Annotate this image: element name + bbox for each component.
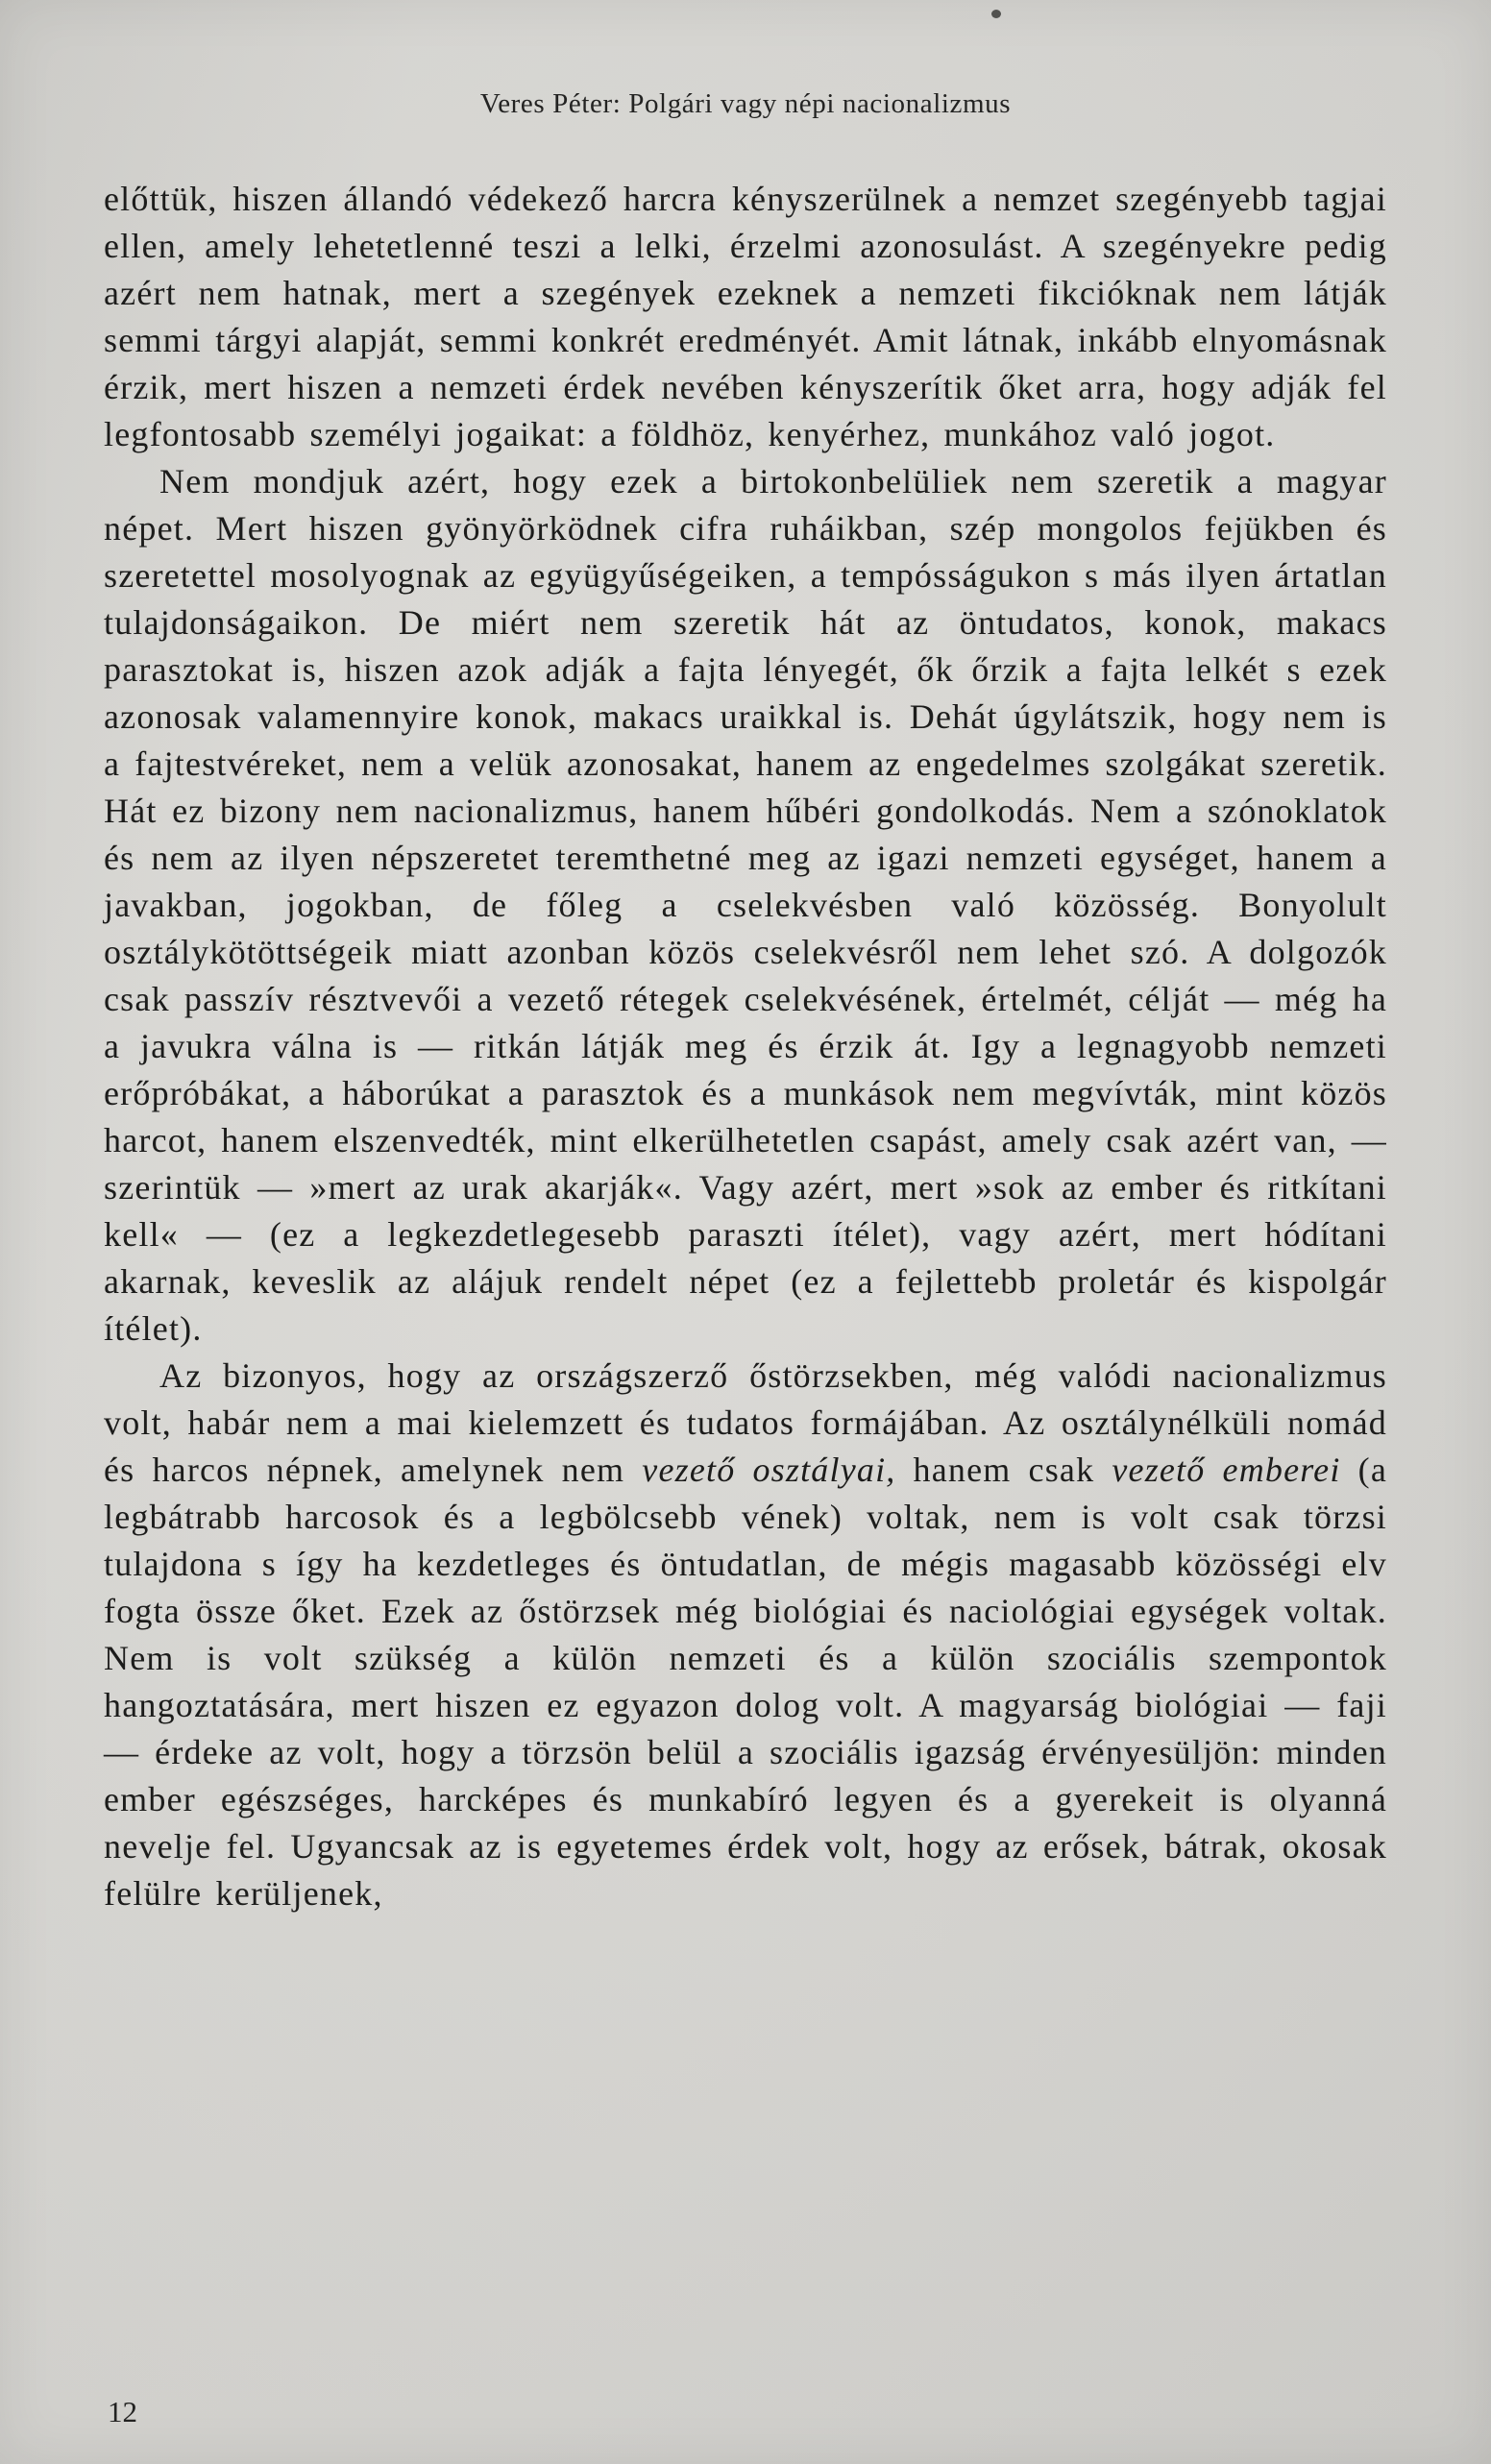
- page-number: 12: [108, 2395, 137, 2428]
- text-run: Az bizonyos, hogy az országszerző őstörzsekben, még valódi nacionalizmus volt, habár nem a mai kielemzett és tudatos formájában. Az osztálynélküli nomád és harcos népnek, amelynek nem: [104, 1356, 1387, 1489]
- text-run: Nem mondjuk azért, hogy ezek a birtokonbelüliek nem szeretik a magyar népet. Mert hiszen gyönyörködnek cifra ruháikban, szép mongolos fejükben és szeretettel mosolyognak az együgyűségeiken, a tempósságukon s más ilyen ártatlan tulajdonságaikon. De miért nem szeretik hát az öntudatos, konok, makacs parasztokat is, hiszen azok adják a fajta lényegét, ők őrzik a fajta lelkét s ezek azonosak valamennyire konok, makacs uraikkal is. Dehát úgylátszik, hogy nem is a fajtestvéreket, nem a velük azonosakat, hanem az engedelmes szolgákat szeretik. Hát ez bizony nem nacionalizmus, hanem hűbéri gondolkodás. Nem a szónoklatok és nem az ilyen népszeretet teremthetné meg az igazi nemzeti egységet, hanem a javakban, jogokban, de főleg a cselekvésben való közösség. Bonyolult osztálykötöttségeik miatt azonban közös cselekvésről nem lehet szó. A dolgozók csak passzív résztvevői a vezető rétegek cselekvésének, értelmét, célját — még ha a javukra válna is — ritkán látják meg és érzik át. Igy a legnagyobb nemzeti erőpróbákat, a háborúkat a parasztok és a munkások nem megvívták, mint közös harcot, hanem elszenvedték, mint elkerülhetetlen csapást, amely csak azért van, — szerintük — »mert az urak akarják«. Vagy azért, mert »sok az ember és ritkítani kell« — (ez a legkezdetlegesebb paraszti ítélet), vagy azért, mert hódítani akarnak, keveslik az alájuk rendelt népet (ez a fejlettebb proletár és kispolgár ítélet).: [104, 462, 1387, 1348]
- text-run: előttük, hiszen állandó védekező harcra kényszerülnek a nemzet szegényebb tagjai ellen, amely lehetetlenné teszi a lelki, érzelmi azonosulást. A szegényekre pedig azért nem hatnak, mert a szegények ezeknek a nemzeti fikcióknak nem látják semmi tárgyi alapját, semmi konkrét eredményét. Amit látnak, inkább elnyomásnak érzik, mert hiszen a nemzeti érdek nevében kényszerítik őket arra, hogy adják fel legfontosabb személyi jogaikat: a földhöz, kenyérhez, munkához való jogot.: [104, 180, 1387, 453]
- paragraph-2: [104, 458, 1387, 1353]
- text-run: hanem csak: [895, 1451, 1112, 1489]
- paragraph-1: [104, 176, 1387, 458]
- text-run-italic: vezető osztályai,: [642, 1451, 896, 1489]
- running-header: Veres Péter: Polgári vagy népi nacionalizmus: [479, 88, 1012, 119]
- text-run: (a legbátrabb harcosok és a legbölcsebb vének) voltak, nem is volt csak törzsi tulajdona s így ha kezdetleges és öntudatlan, de mégis magasabb közösségi elv fogta össze őket. Ezek az őstörzsek még biológiai és naciológiai egységek voltak. Nem is volt szükség a külön nemzeti és a külön szociális szempontok hangoztatására, mert hiszen ez egyazon dolog volt. A magyarság biológiai — faji — érdeke az volt, hogy a törzsön belül a szociális igazság érvényesüljön: minden ember egészséges, harcképes és munkabíró legyen és a gyerekeit is olyanná nevelje fel. Ugyancsak az is egyetemes érdek volt, hogy az erősek, bátrak, okosak felülre kerüljenek,: [104, 1451, 1387, 1913]
- text-run-italic: vezető emberei: [1112, 1451, 1341, 1489]
- scan-artifact-dot: [991, 10, 1001, 18]
- text-block: [104, 176, 1387, 1917]
- paragraph-3: [104, 1353, 1387, 1917]
